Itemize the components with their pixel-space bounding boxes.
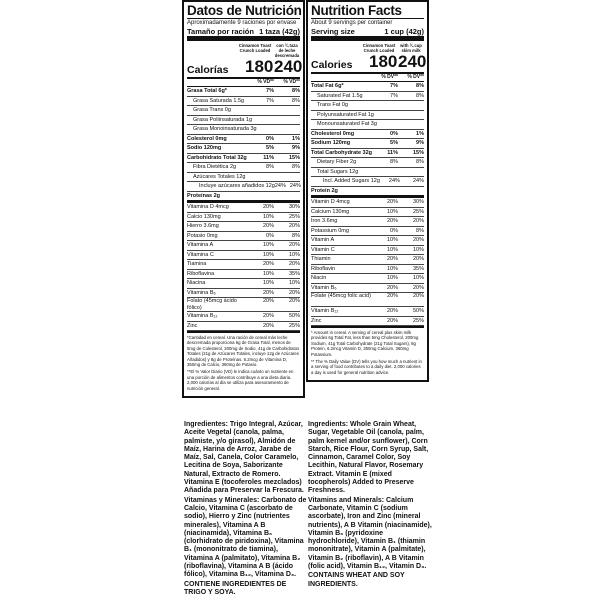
nutrient-name: Colesterol 0mg (187, 135, 227, 142)
nutrient-name: Total Sugars 12g (317, 168, 359, 175)
nutrient-name: Cholesterol 0mg (311, 130, 355, 137)
nutrient-dv-with-milk: 1% (292, 135, 300, 142)
nutrient-row (187, 222, 300, 232)
nutrient-dv-with-milk: 8% (292, 88, 300, 94)
nutrient-dv-cereal: 0% (266, 232, 274, 239)
nutrient-name: Vitamin D 4mcg (311, 199, 350, 205)
nutrient-dv-cereal: 10% (386, 265, 398, 272)
panel-title: Nutrition Facts (311, 3, 424, 19)
nutrient-row (187, 87, 300, 97)
nutrient-row (187, 322, 300, 332)
nutrient-name: Grasa Monoinsaturada 3g (193, 126, 257, 132)
nutrient-name: Folate (45mcg folic acid) (311, 293, 371, 299)
nutrient-row (187, 97, 300, 107)
nutrient-name: Vitamin C (311, 246, 335, 253)
nutrient-dv-with-milk: 24% (289, 183, 301, 189)
nutrient-dv-cereal: 20% (262, 289, 274, 296)
nutrient-name: Zinc (187, 322, 198, 329)
nutrient-dv-with-milk: 8% (292, 97, 300, 104)
nutrient-name: Azúcares Totales 12g (193, 173, 246, 180)
nutrient-name: Niacin (311, 275, 327, 281)
nutrient-dv-with-milk: 15% (288, 154, 300, 161)
nutrient-dv-cereal: 20% (386, 284, 398, 291)
nutrient-dv-with-milk: 8% (416, 83, 424, 89)
nutrient-name: Total Fat 6g* (311, 83, 344, 89)
nutrient-row (187, 163, 300, 173)
nutrient-dv-with-milk (280, 125, 300, 134)
nutrient-dv-cereal: 20% (386, 218, 398, 224)
nutrient-name: Polyunsaturated Fat 1g (317, 111, 374, 118)
nutrient-dv-with-milk: 8% (416, 92, 424, 99)
nutrient-name: Grasa Poliinsaturada 1g (193, 116, 253, 123)
nutrient-dv-with-milk: 8% (292, 164, 300, 170)
nutrient-dv-cereal: 20% (386, 308, 398, 314)
nutrient-row (311, 227, 424, 237)
ingredients-list: Ingredients: Whole Grain Wheat, Sugar, Vegetable Oil (canola, palm, palm kernel and/or sunflower), Corn Starch, Rice Flour, Corn Syrup, Salt, Cinnamon, Caramel Color, Soy Lecithin, Natural Flavor, Rosemary Extract. Vitamin E (mixed tocopherols) Added to Preserve Freshness. (308, 421, 429, 495)
nutrient-dv-cereal (376, 168, 398, 177)
nutrient-row (187, 298, 300, 312)
nutrient-dv-with-milk: 50% (288, 313, 300, 319)
nutrient-name: Hierro 3.6mg (187, 223, 219, 229)
nutrient-dv-cereal: 7% (266, 88, 274, 94)
nutrient-name: Folato (45mcg ácido fólico) (187, 298, 237, 311)
nutrient-dv-cereal: 24% (388, 178, 400, 184)
nutrient-name: Trans Fat 0g (317, 102, 348, 108)
nutrient-dv-cereal: 5% (266, 145, 274, 151)
calories-row (187, 57, 303, 79)
nutrient-name: Potasio 0mg (187, 232, 218, 239)
nutrient-row (187, 289, 300, 299)
nutrient-dv-with-milk (278, 173, 300, 182)
nutrient-dv-with-milk (402, 120, 424, 129)
allergen-statement: CONTIENE INGREDIENTES DE TRIGO Y SOYA. (184, 580, 287, 596)
nutrient-name: Iron 3.6mg (311, 218, 338, 224)
nutrient-row (311, 293, 424, 307)
nutrition-panel-spanish (182, 0, 305, 398)
nutrient-dv-cereal: 10% (386, 237, 398, 243)
nutrient-name: Sodio 120mg (187, 145, 222, 151)
nutrient-dv-with-milk: 8% (416, 159, 424, 165)
nutrient-dv-with-milk: 35% (288, 270, 300, 277)
nutrient-name: Protein 2g (311, 187, 338, 194)
nutrient-dv-with-milk: 25% (412, 317, 424, 324)
calories-label: Calorías (187, 64, 229, 76)
nutrient-dv-cereal (252, 192, 274, 201)
nutrient-row (311, 246, 424, 256)
nutrient-row (311, 111, 424, 121)
nutrient-dv-cereal: 20% (262, 204, 274, 210)
nutrient-row (187, 279, 300, 289)
dv-header (187, 79, 300, 87)
nutrient-dv-with-milk: 20% (288, 298, 300, 304)
nutrient-dv-with-milk (402, 187, 424, 196)
nutrient-dv-cereal: 20% (386, 199, 398, 205)
nutrient-name: Vitamina A (187, 242, 214, 248)
nutrient-dv-cereal: 24% (274, 183, 286, 189)
nutrient-dv-cereal (376, 187, 398, 196)
nutrient-dv-with-milk: 8% (416, 227, 424, 234)
nutrient-row (187, 270, 300, 280)
nutrient-dv-cereal: 7% (390, 83, 398, 89)
nutrient-name: Carbohidrato Total 32g (187, 154, 247, 161)
nutrient-dv-with-milk: 25% (412, 208, 424, 215)
nutrient-dv-cereal: 7% (390, 92, 398, 99)
nutrient-row (311, 187, 424, 199)
nutrient-name: Vitamina B₆ (187, 289, 216, 296)
nutrient-name: Total Carbohydrate 32g (311, 149, 373, 156)
nutrient-name: Calcium 130mg (311, 208, 350, 215)
nutrient-dv-with-milk (278, 192, 300, 201)
nutrient-row (187, 173, 300, 183)
nutrient-dv-with-milk: 10% (288, 280, 300, 286)
calories-with-milk: 240 (274, 57, 303, 76)
nutrient-name: Potassium 0mg (311, 227, 349, 234)
nutrient-row (311, 82, 424, 92)
nutrient-row (187, 125, 300, 135)
nutrient-dv-cereal: 11% (263, 154, 274, 161)
nutrient-dv-with-milk: 30% (412, 199, 424, 205)
ingredients-list: Ingredientes: Trigo Integral, Azúcar, Aceite Vegetal (canola, palma, palmiste, y/o girasol), Almidón de Maíz, Harina de Arroz, Jarabe de Maíz, Sal, Canela, Color Caramelo, Lecitina de Soya, Saborizante Natural, Extracto de Romero. Vitamina E (tocoferoles mezclados) Añadida para Preservar la Frescura. (184, 421, 304, 495)
nutrient-dv-cereal: 10% (262, 280, 274, 286)
serving-size-value: 1 taza (42g) (259, 27, 300, 36)
nutrient-row (187, 251, 300, 261)
nutrient-dv-cereal: 11% (387, 149, 398, 156)
nutrient-dv-with-milk: 20% (412, 293, 424, 299)
nutrient-row (187, 135, 300, 145)
column-header-cereal: Cinnamon Toast Crunch Loaded (362, 43, 396, 53)
calories-with-milk: 240 (398, 52, 427, 71)
nutrient-name: Monounsaturated Fat 3g (317, 121, 377, 127)
nutrient-dv-cereal: 10% (262, 270, 274, 277)
nutrient-dv-cereal (252, 106, 274, 115)
nutrient-dv-with-milk: 20% (412, 256, 424, 262)
nutrient-name: Dietary Fiber 2g (317, 159, 357, 165)
nutrient-name: Saturated Fat 1.5g (317, 92, 363, 99)
footnotes (187, 331, 300, 395)
serving-size-label: Tamaño por ración (187, 27, 254, 36)
nutrient-dv-cereal: 20% (262, 313, 274, 319)
nutrient-row (311, 307, 424, 317)
nutrient-dv-with-milk (402, 168, 424, 177)
nutrient-row (311, 317, 424, 327)
nutrient-dv-with-milk: 8% (292, 232, 300, 239)
nutrient-dv-with-milk: 20% (412, 218, 424, 224)
nutrient-row (311, 208, 424, 218)
nutrient-dv-with-milk: 10% (288, 251, 300, 258)
nutrient-name: Proteínas 2g (187, 192, 221, 199)
nutrient-dv-cereal: 20% (262, 261, 274, 267)
servings-per-container: About 9 servings per container (311, 20, 393, 26)
column-header-cereal: Cinnamon Toast Crunch Loaded (238, 43, 272, 53)
nutrient-dv-with-milk (402, 101, 424, 110)
nutrient-dv-cereal: 20% (262, 223, 274, 229)
nutrient-name: Zinc (311, 317, 322, 324)
nutrient-dv-with-milk: 1% (416, 130, 424, 137)
nutrient-row (187, 232, 300, 242)
nutrient-dv-cereal: 8% (390, 159, 398, 165)
serving-size-value: 1 cup (42g) (384, 27, 424, 36)
nutrient-name: Grasa Trans 0g (193, 107, 231, 113)
footnote-amount: *Cantidad en cereal. Una ración de cereal más leche descremada proporciona 6g de Grasa Total, menos de 5mg de Colesterol, 200mg de Sodio, 41g de Carbohidratos Totales (21g de Azúcares Totales, incluye 12g de Azúcares Añadidos) y 8g de Proteínas. 6.2mcg de Vitamina D, 350mg de Calcio, 360mg de Potasio. (187, 335, 300, 368)
nutrient-row (187, 144, 300, 154)
footnote-amount: * Amount in cereal. A serving of cereal plus skim milk provides 6g Total Fat, less than 5mg Cholesterol, 200mg Sodium, 41g Total Carbohydrate (21g Total Sugars), 8g Protein, 6.2mcg Vitamin D, 350mg Calcium, 360mg Potassium. (311, 330, 419, 357)
vitamins-minerals-list: Vitamins and Minerals: Calcium Carbonate, Vitamin C (sodium ascorbate), Iron and Zinc (mineral nutrients), A B Vitamin (niacinamide), Vitamin B₆ (pyridoxine hydrochloride), Vitamin B₁ (thiamin mononitrate), Vitamin A (palmitate), Vitamin B₂ (riboflavin), A B Vitamin (folic acid), Vitamin B₁₂, Vitamin D₃. (308, 496, 432, 571)
calories-label: Calories (311, 59, 353, 71)
nutrient-dv-with-milk: 9% (416, 140, 424, 146)
nutrient-dv-with-milk: 20% (288, 289, 300, 296)
nutrient-name: Incluye azúcares añadidos 12g (199, 183, 275, 189)
panel-title: Datos de Nutrición (187, 3, 302, 18)
servings-per-container: Aproximadamente 9 raciones por envase (187, 20, 297, 26)
nutrient-dv-cereal: 7% (266, 97, 274, 104)
nutrient-rows (187, 87, 300, 331)
nutrient-name: Vitamina D 4mcg (187, 204, 229, 210)
vitamins-minerals-list: Vitaminas y Minerales: Carbonato de Calcio, Vitamina C (ascorbato de sodio), Hierro y Zinc (nutrientes minerales), Vitamina A B (niacinamida), Vitamina B₆ (clorhidrato de piridoxina), Vitamina B₁ (mononitrato de tiamina), Vitamina A (palmitato), Vitamina B₂ (riboflavina), Vitamina A B (ácido fólico), Vitamina B₁₂, Vitamina D₃. (184, 496, 307, 579)
nutrient-dv-with-milk: 30% (288, 204, 300, 210)
nutrient-dv-cereal: 10% (386, 246, 398, 253)
nutrient-row (311, 92, 424, 102)
calories-row (311, 52, 427, 74)
nutrient-dv-cereal: 5% (390, 140, 398, 146)
nutrient-name: Vitamin B₆ (311, 284, 337, 291)
column-header-milk: with ¾ cup skim milk (400, 43, 422, 53)
nutrient-dv-with-milk (402, 111, 424, 120)
nutrient-row (311, 130, 424, 140)
nutrient-dv-cereal (376, 111, 398, 120)
nutrient-dv-with-milk: 9% (292, 145, 300, 151)
nutrient-dv-with-milk: 20% (288, 223, 300, 229)
serving-size (187, 27, 300, 36)
nutrient-dv-cereal: 8% (266, 164, 274, 170)
column-headers (187, 41, 300, 58)
nutrient-dv-cereal: 20% (386, 317, 398, 324)
nutrient-dv-with-milk: 10% (412, 246, 424, 253)
nutrient-dv-with-milk: 25% (288, 213, 300, 220)
nutrient-name: Sodium 120mg (311, 140, 351, 146)
column-header-milk: con ¾ taza de leche descremada (274, 43, 300, 58)
nutrient-row (311, 101, 424, 111)
calories-cereal: 180 (369, 52, 398, 71)
nutrient-dv-with-milk (278, 116, 300, 125)
nutrient-name: Niacina (187, 280, 206, 286)
footnotes (311, 326, 424, 379)
dv-header-cereal: % VD** (257, 79, 274, 85)
nutrient-name: Vitamin B₁₂ (311, 308, 339, 314)
nutrient-dv-cereal (252, 173, 274, 182)
nutrient-row (311, 120, 424, 130)
nutrient-dv-cereal: 0% (266, 135, 274, 142)
nutrient-dv-cereal (377, 120, 399, 129)
nutrient-name: Grasa Total 6g* (187, 88, 227, 94)
nutrient-dv-with-milk: 10% (412, 275, 424, 281)
dv-header-milk: % DV** (407, 74, 424, 80)
nutrient-row (311, 158, 424, 168)
nutrient-dv-with-milk: 25% (288, 322, 300, 329)
footnote-dv: ** The % Daily Value (DV) tells you how much a nutrient in a serving of food contributes to a daily diet. 2,000 calories a day is used for general nutrition advice. (311, 359, 422, 375)
nutrient-row (187, 241, 300, 251)
nutrient-row (311, 284, 424, 294)
nutrient-row (187, 192, 300, 204)
nutrient-name: Riboflavin (311, 265, 336, 272)
nutrient-name: Fibra Dietética 2g (193, 164, 237, 170)
nutrient-dv-with-milk: 20% (288, 261, 300, 267)
nutrient-dv-cereal: 10% (386, 208, 398, 215)
nutrient-dv-cereal (376, 101, 398, 110)
nutrient-name: Grasa Saturada 1.5g (193, 97, 245, 104)
nutrient-name: Thiamin (311, 256, 331, 262)
nutrient-row (311, 265, 424, 275)
nutrient-row (187, 116, 300, 126)
nutrient-row (311, 149, 424, 159)
nutrient-dv-cereal: 10% (262, 213, 274, 220)
nutrient-row (187, 260, 300, 270)
nutrient-name: Riboflavina (187, 270, 215, 277)
nutrient-row (311, 236, 424, 246)
nutrient-name: Tiamina (187, 261, 207, 267)
nutrient-dv-with-milk: 50% (412, 308, 424, 314)
nutrient-row (187, 213, 300, 223)
nutrient-dv-with-milk: 20% (412, 237, 424, 243)
nutrient-dv-cereal: 20% (386, 256, 398, 262)
nutrient-dv-cereal: 10% (386, 275, 398, 281)
nutrient-name: Vitamina C (187, 251, 214, 258)
nutrient-row (311, 198, 424, 208)
nutrient-row (187, 154, 300, 164)
nutrient-dv-with-milk: 24% (412, 178, 424, 184)
nutrient-dv-cereal: 20% (262, 322, 274, 329)
nutrient-dv-with-milk: 20% (412, 284, 424, 291)
ingredients-english (308, 421, 432, 590)
nutrient-row (311, 217, 424, 227)
nutrient-row (187, 312, 300, 322)
nutrient-dv-cereal: 10% (262, 242, 274, 248)
dv-header-cereal: % DV** (381, 74, 398, 80)
nutrient-rows (311, 82, 424, 326)
allergen-statement: CONTAINS WHEAT AND SOY INGREDIENTS. (308, 572, 405, 588)
nutrient-row (311, 274, 424, 284)
nutrient-dv-with-milk: 35% (412, 265, 424, 272)
nutrition-panel-english (306, 0, 429, 382)
nutrient-dv-cereal (257, 125, 277, 134)
nutrient-dv-with-milk (278, 106, 300, 115)
nutrient-dv-cereal: 20% (386, 293, 398, 299)
serving-size (311, 27, 424, 36)
nutrient-dv-cereal: 0% (390, 130, 398, 137)
nutrient-row (311, 139, 424, 149)
nutrient-row (311, 255, 424, 265)
footnote-dv: **El % Valor Diario (VD) le indica cuánto un nutriente en una porción de alimentos contribuye a una dieta diaria. 2,000 calorías al día se utiliza para asesoramiento de nutrición general. (187, 369, 294, 391)
serving-size-label: Serving size (311, 27, 355, 36)
nutrient-row (311, 177, 424, 187)
nutrient-name: Incl. Added Sugars 12g (323, 178, 380, 184)
nutrient-row (311, 168, 424, 178)
nutrient-name: Calcio 130mg (187, 213, 221, 220)
nutrient-dv-cereal (252, 116, 274, 125)
dv-header (311, 74, 424, 82)
calories-cereal: 180 (245, 57, 274, 76)
nutrient-dv-cereal: 20% (262, 298, 274, 304)
ingredients-spanish (184, 421, 308, 598)
nutrient-dv-with-milk: 15% (412, 149, 424, 156)
nutrient-row (187, 182, 300, 192)
nutrient-dv-cereal: 0% (390, 227, 398, 234)
nutrient-name: Vitamina B₁₂ (187, 313, 218, 319)
nutrient-row (187, 106, 300, 116)
nutrient-dv-cereal: 10% (262, 251, 274, 258)
dv-header-milk: % VD** (283, 79, 300, 85)
nutrient-dv-with-milk: 20% (288, 242, 300, 248)
nutrient-name: Vitamin A (311, 237, 335, 243)
nutrient-row (187, 203, 300, 213)
